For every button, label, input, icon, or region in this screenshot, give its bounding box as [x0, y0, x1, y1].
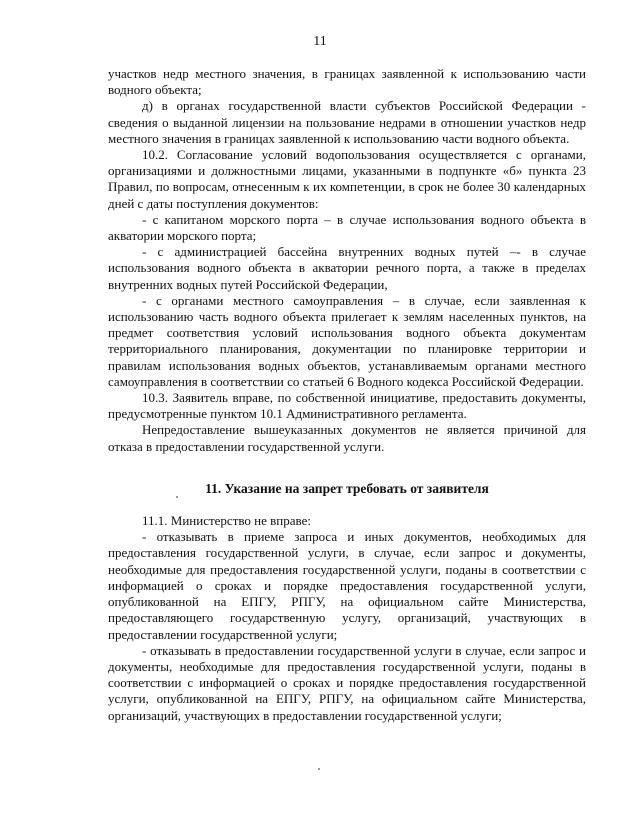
- paragraph: Непредоставление вышеуказанных документов не является причиной для отказа в предоставлении государственной услуги.: [108, 422, 586, 454]
- paragraph: д) в органах государственной власти субъектов Российской Федерации - сведения о выданной лицензии на пользование недрами в отношении участков недр местного значения в границах заявленной к использованию части водного объекта.: [108, 98, 586, 146]
- section-heading: 11. Указание на запрет требовать от заявителя: [205, 480, 489, 496]
- paragraph: - с капитаном морского порта – в случае использования водного объекта в акватории морского порта;: [108, 211, 586, 244]
- paragraph: - с органами местного самоуправления – в случае, если заявленная к использованию часть водного объекта прилегает к землям населенных пунктов, на предмет соответствия условий использования водного объекта документам территориального планирования, документации по планировке территории и правилам использования водных объектов, устанавливаемым органами местного самоуправления в соответствии со статьей 6 Водного кодекса Российской Федерации.: [108, 292, 586, 389]
- scan-speck: [318, 768, 320, 770]
- paragraph: - отказывать в предоставлении государственной услуги в случае, если запрос и документы, необходимые для предоставления государственной услуги, поданы в соответствии с информацией о сроках и порядке предоставления государственной услуги, опубликованной на ЕПГУ, РПГУ, на официальном сайте Министерства, организаций, участвующих в предоставлении государственной услуги;: [108, 642, 586, 723]
- scan-speck: [176, 496, 178, 498]
- paragraph: 10.3. Заявитель вправе, по собственной инициативе, предоставить документы, предусмотренные пунктом 10.1 Административного регламента.: [108, 390, 586, 422]
- paragraph: - отказывать в приеме запроса и иных документов, необходимых для предоставления государственной услуги, в случае, если запрос и документы, необходимые для предоставления государственной услуги, поданы в соответствии с информацией о сроках и порядке предоставления государственной услуги, опубликованной на ЕПГУ, РПГУ, на официальном сайте Министерства, предоставляющего государственную услугу, организаций, участвующих в предоставлении государственной услуги;: [108, 529, 586, 642]
- paragraph: - с администрацией бассейна внутренних водных путей –- в случае использования водного объекта в акватории речного порта, а также в пределах внутренних водных путей Российской Федерации,: [108, 244, 586, 292]
- paragraph: 10.2. Согласование условий водопользования осуществляется с органами, организациями и должностными лицами, указанными в подпункте «б» пункта 23 Правил, по вопросам, отнесенным к их компетенции, в срок не более 30 календарных дней с даты поступления документов:: [108, 147, 586, 211]
- paragraph: участков недр местного значения, в границах заявленной к использованию части водного объекта;: [108, 66, 586, 98]
- page-number: 11: [313, 34, 327, 49]
- paragraph: 11.1. Министерство не вправе:: [142, 513, 311, 529]
- document-body: [108, 66, 586, 724]
